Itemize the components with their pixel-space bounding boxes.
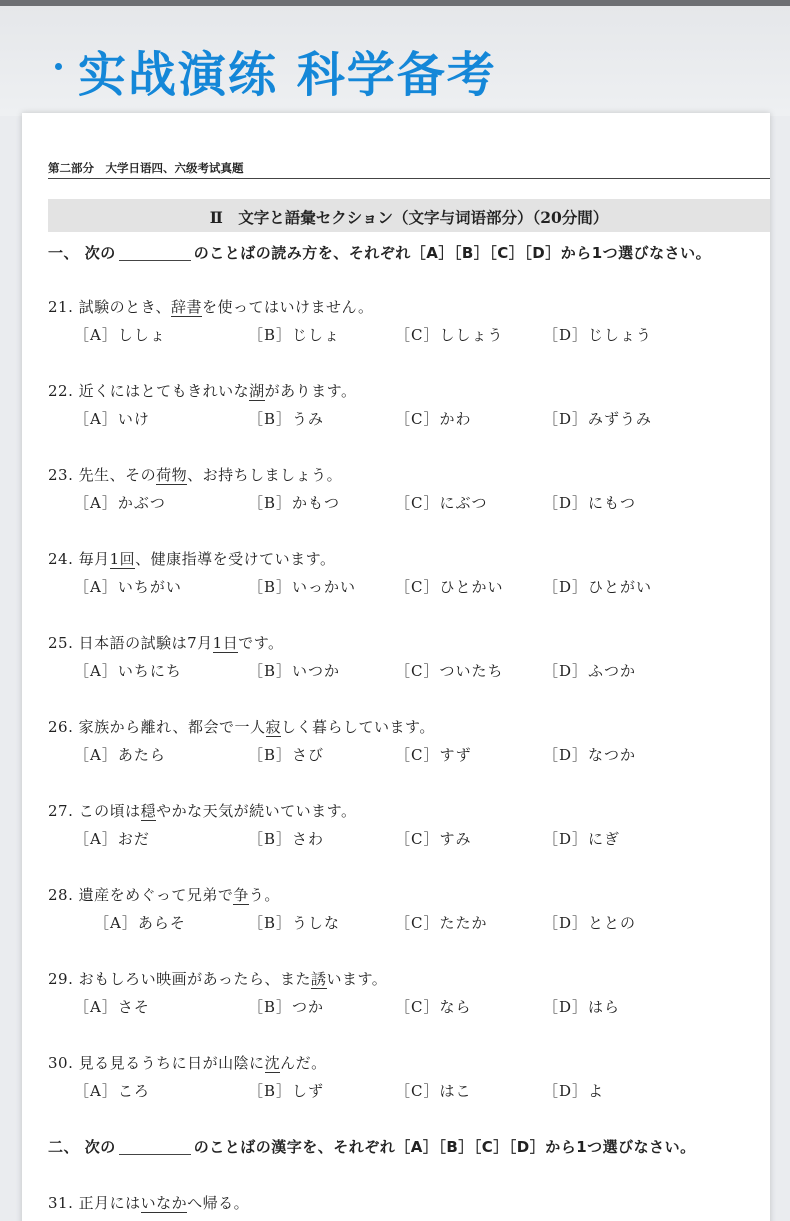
option-a[interactable]: ［A］ころ [74,1082,150,1100]
question-stem: 22. 近くにはとてもきれいな [48,382,250,400]
question-stem: 31. 正月には [48,1194,141,1212]
question-stem-end: があります。 [264,382,357,400]
instruction-label: 二、 次の [48,1138,116,1156]
option-d[interactable]: ［D］なつか [543,746,637,764]
option-a[interactable]: ［A］かぶつ [74,494,166,512]
promo-banner [0,6,790,116]
underlined-word: 沈 [264,1054,281,1072]
question-31 [48,1192,249,1213]
question-24 [48,548,335,569]
option-b[interactable]: ［B］うしな [248,914,341,932]
running-head: 第二部分 大学日语四、六级考试真题 [48,161,244,175]
option-b[interactable]: ［B］かもつ [248,494,341,512]
option-c[interactable]: ［C］すみ [395,830,472,848]
option-d[interactable]: ［D］ととの [543,914,637,932]
question-stem: 27. この頃は [48,802,141,820]
bullet-dot-icon [55,63,62,70]
option-d[interactable]: ［D］はら [543,998,621,1016]
question-stem-end: やかな天気が続いています。 [156,802,357,820]
option-d[interactable]: ［D］にぎ [543,830,621,848]
option-c[interactable]: ［C］なら [395,998,472,1016]
option-b[interactable]: ［B］いっかい [248,578,357,596]
question-stem-end: です。 [238,634,284,652]
option-c[interactable]: ［C］はこ [395,1082,472,1100]
option-b[interactable]: ［B］いつか [248,662,341,680]
question-stem-end: を使ってはいけません。 [202,298,374,316]
exam-page [22,113,770,1221]
option-d[interactable]: ［D］よ [543,1082,605,1100]
instruction-kanji [48,1136,696,1157]
option-c[interactable]: ［C］ひとかい [395,578,504,596]
instruction-label: 一、 次の [48,244,116,262]
underlined-word: 湖 [249,382,265,400]
question-stem: 21. 試験のとき、 [48,298,172,316]
option-c[interactable]: ［C］かわ [395,410,472,428]
question-21 [48,296,373,317]
question-stem: 29. おもしろい映画があったら、また [48,970,311,988]
question-stem-end: 、お持ちしましょう。 [187,466,343,484]
question-22 [48,380,356,401]
question-28 [48,884,280,905]
underlined-word: 1回 [109,550,136,568]
question-26 [48,716,435,737]
underlined-word: 辞書 [171,298,203,316]
option-c[interactable]: ［C］すず [395,746,472,764]
underlined-word: 1日 [212,634,239,652]
question-stem: 26. 家族から離れ、都会で一人 [48,718,266,736]
question-stem-end: 、健康指導を受けています。 [135,550,336,568]
option-c[interactable]: ［C］ししょう [395,326,504,344]
blank-line [119,1139,191,1155]
instruction-reading [48,242,711,263]
blank-line [119,245,191,261]
question-23 [48,464,342,485]
option-c[interactable]: ［C］ついたち [395,662,504,680]
option-a[interactable]: ［A］あたら [74,746,166,764]
question-stem-end: へ帰る。 [187,1194,250,1212]
option-b[interactable]: ［B］つか [248,998,325,1016]
question-stem-end: います。 [326,970,388,988]
option-c[interactable]: ［C］にぶつ [395,494,488,512]
question-stem: 23. 先生、その [48,466,157,484]
question-stem: 24. 毎月 [48,550,110,568]
underlined-word: 誘 [310,970,327,988]
option-a[interactable]: ［A］いちにち [74,662,182,680]
banner-title: 实战演练 科学备考 [78,47,497,103]
question-27 [48,800,356,821]
option-d[interactable]: ［D］ふつか [543,662,637,680]
option-d[interactable]: ［D］みずうみ [543,410,653,428]
question-29 [48,968,387,989]
option-a[interactable]: ［A］ししょ [74,326,166,344]
underlined-word: 争 [233,886,249,904]
question-stem: 30. 見る見るうちに日が山陰に [48,1054,265,1072]
option-b[interactable]: ［B］さび [248,746,325,764]
option-a[interactable]: ［A］いちがい [74,578,182,596]
option-b[interactable]: ［B］しず [248,1082,325,1100]
instruction-text: のことばの漢字を、それぞれ［A］［B］［C］［D］から1つ選びなさい。 [193,1138,696,1156]
option-c[interactable]: ［C］たたか [395,914,488,932]
header-rule [48,178,770,179]
option-d[interactable]: ［D］ひとがい [543,578,653,596]
underlined-word: 穏 [140,802,157,820]
underlined-word: 寂 [265,718,282,736]
question-25 [48,632,284,653]
underlined-word: いなか [140,1194,188,1212]
section-title: Ⅱ 文字と語彙セクション（文字与词语部分）（20分間） [209,208,609,227]
option-d[interactable]: ［D］じしょう [543,326,653,344]
question-30 [48,1052,327,1073]
option-a[interactable]: ［A］いけ [74,410,150,428]
question-stem-end: しく暮らしています。 [281,718,435,736]
question-stem-end: う。 [248,886,280,904]
option-a[interactable]: ［A］おだ [74,830,150,848]
question-stem-end: んだ。 [280,1054,327,1072]
option-a[interactable]: ［A］あらそ [94,914,186,932]
option-b[interactable]: ［B］さわ [248,830,325,848]
instruction-text: のことばの読み方を、それぞれ［A］［B］［C］［D］から1つ選びなさい。 [193,244,712,262]
question-stem: 25. 日本語の試験は7月 [48,634,213,652]
underlined-word: 荷物 [156,466,188,484]
option-b[interactable]: ［B］うみ [248,410,325,428]
option-a[interactable]: ［A］さそ [74,998,150,1016]
question-stem: 28. 遺産をめぐって兄弟で [48,886,234,904]
section-header [48,199,770,232]
option-b[interactable]: ［B］じしょ [248,326,341,344]
option-d[interactable]: ［D］にもつ [543,494,637,512]
